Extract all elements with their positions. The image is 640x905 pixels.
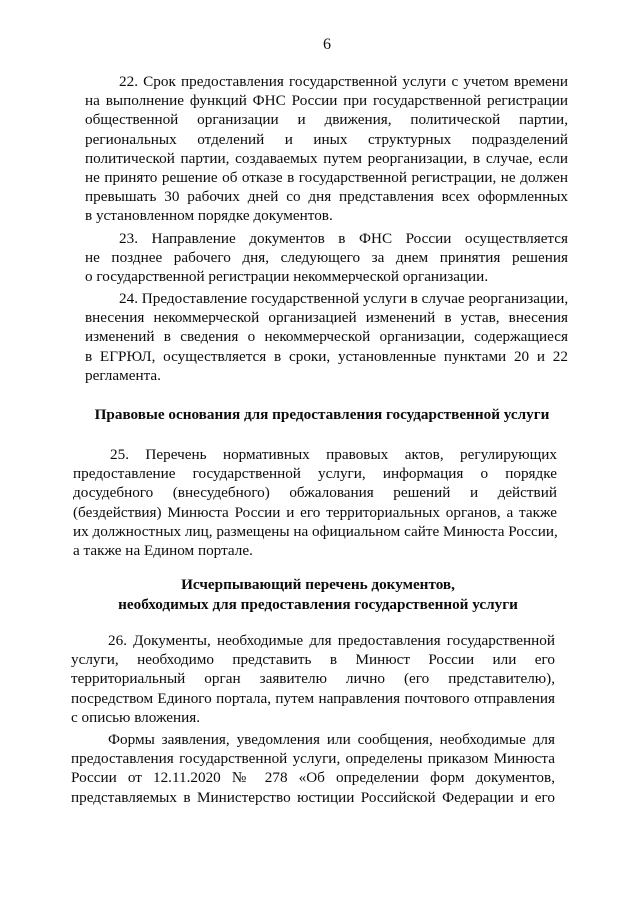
text-line: их должностных лиц, размещены на официальном сайте Минюста России,	[73, 522, 558, 540]
text-line: 25. Перечень нормативных правовых актов, регулирующих	[110, 446, 557, 463]
text-line: Формы заявления, уведомления или сообщения, необходимые для	[108, 730, 555, 748]
text-line: а также на Едином портале.	[73, 541, 253, 559]
heading-legal-basis	[92, 405, 552, 425]
text-line: в ЕГРЮЛ, осуществляется в сроки, установленные пунктами 20 и 22	[85, 347, 568, 365]
heading-documents-list	[68, 575, 568, 615]
text-line: 23. Направление документов в ФНС России осуществляется	[119, 229, 568, 247]
text-line: услуги, необходимо представить в Минюст России или его	[71, 651, 555, 669]
text-line: общественной организации и движения, политической партии,	[85, 111, 568, 129]
section-documents	[71, 631, 555, 807]
text-line: внесения некоммерческой организацией изменений в устав, внесения	[85, 309, 568, 327]
text-line: предоставление государственной услуги, информация о порядке	[73, 465, 557, 483]
text-line: досудебного (внесудебного) обжалования решений и действий	[73, 484, 557, 502]
text-line: представляемых в Министерство юстиции Российской Федерации и его	[71, 788, 555, 806]
text-line: изменений в сведения о некоммерческой организации, содержащиеся	[85, 328, 568, 346]
paragraph-23	[85, 229, 568, 287]
text-line: не принято решение об отказе в государственной регистрации, не должен	[85, 168, 568, 186]
text-line: (бездействия) Минюста России и его территориальных органов, а также	[73, 503, 557, 521]
text-line: превышать 30 рабочих дней со дня представления всех оформленных	[85, 188, 568, 206]
text-line: региональных отделений и иных структурных подразделений	[85, 130, 568, 148]
heading-text: Исчерпывающий перечень документов,	[181, 576, 455, 593]
text-line: 22. Срок предоставления государственной услуги с учетом времени	[119, 73, 568, 90]
text-line: посредством Единого портала, путем направления почтового отправления	[71, 689, 555, 707]
text-line: с описью вложения.	[71, 708, 201, 726]
text-line: 24. Предоставление государственной услуги в случае реорганизации,	[119, 290, 569, 308]
text-line: 26. Документы, необходимые для предоставления государственной	[108, 632, 555, 649]
text-line: предоставления государственной услуги, определены приказом Минюста	[71, 750, 555, 768]
paragraph-26	[71, 631, 555, 727]
text-line: России от 12.11.2020 № 278 «Об определении форм документов,	[71, 769, 555, 787]
paragraph-24	[85, 289, 568, 385]
text-line: на выполнение функций ФНС России при государственной регистрации	[85, 92, 568, 110]
paragraph-25	[73, 445, 557, 560]
paragraph-forms	[71, 730, 555, 807]
heading-text: необходимых для предоставления государственной услуги	[118, 596, 518, 613]
heading-text: Правовые основания для предоставления государственной услуги	[94, 406, 550, 423]
section-legal-basis	[73, 445, 557, 560]
text-line: политической партии, создаваемых путем реорганизации, в случае, если	[85, 149, 568, 167]
paragraph-22	[85, 72, 568, 226]
text-line: регламента.	[85, 366, 161, 384]
page-number: 6	[323, 36, 331, 53]
text-line: о государственной регистрации некоммерческой организации.	[85, 267, 489, 285]
text-line: в установленном порядке документов.	[85, 207, 333, 225]
section-deadlines	[85, 72, 568, 385]
text-line: территориальный орган заявителю лично (его представителю),	[71, 670, 555, 688]
text-line: не позднее рабочего дня, следующего за днем принятия решения	[85, 248, 568, 266]
